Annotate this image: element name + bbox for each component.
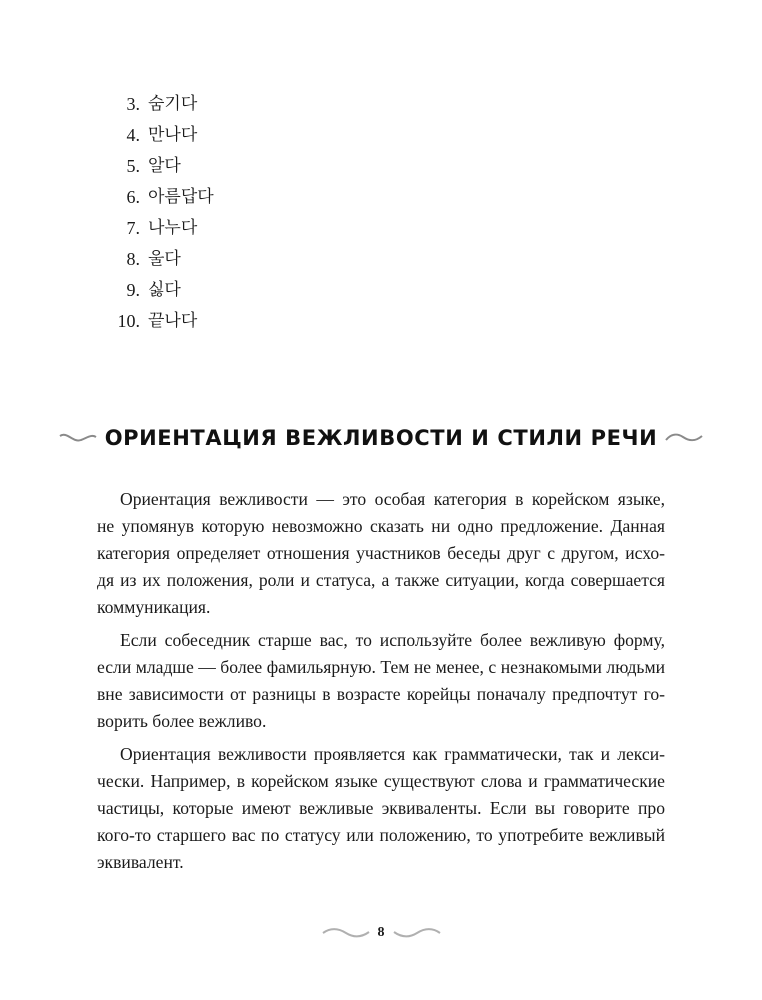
- wave-ornament-footer-left-icon: [322, 927, 370, 939]
- list-item-number: 7.: [126, 218, 140, 238]
- list-item-number: 8.: [126, 249, 140, 269]
- paragraph: [97, 741, 665, 876]
- paragraph-line: частицы, которые имеют вежливые эквиваленты. Если вы говорите про: [97, 798, 665, 818]
- paragraph-line: Ориентация вежливости — это особая категория в корейском языке,: [120, 489, 665, 509]
- list-item: [100, 89, 214, 120]
- list-item-number: 6.: [126, 187, 140, 207]
- list-item-word: 나누다: [148, 218, 198, 238]
- section-heading: [0, 426, 762, 450]
- wave-ornament-right-icon: [665, 431, 703, 445]
- list-item: [100, 244, 214, 275]
- list-item: [100, 213, 214, 244]
- wave-ornament-left-icon: [59, 431, 97, 445]
- list-item: [100, 120, 214, 151]
- list-item-word: 만나다: [148, 125, 198, 145]
- list-item-number: 4.: [126, 125, 140, 145]
- paragraph-line: Если собеседник старше вас, то используйте более вежливую форму,: [120, 630, 665, 650]
- page-footer: [0, 925, 762, 941]
- list-item: [100, 151, 214, 182]
- list-item-word: 아름답다: [148, 187, 214, 207]
- paragraph-line: чески. Например, в корейском языке существуют слова и грамматические: [97, 771, 665, 791]
- list-item-word: 끝나다: [148, 311, 198, 331]
- list-item-number: 3.: [126, 94, 140, 114]
- list-item-number: 5.: [126, 156, 140, 176]
- wave-ornament-footer-right-icon: [393, 927, 441, 939]
- list-item: [100, 182, 214, 213]
- list-item-word: 숨기다: [148, 94, 198, 114]
- paragraph: [97, 486, 665, 621]
- paragraph-line: дя из их положения, роли и статуса, а также ситуации, когда совершается: [97, 570, 665, 590]
- word-list: [100, 89, 214, 337]
- paragraph-line: ворить более вежливо.: [97, 711, 267, 731]
- list-item: [100, 306, 214, 337]
- paragraph-line: не упомянув которую невозможно сказать ни одно предложение. Данная: [97, 516, 665, 536]
- body-text: [97, 486, 665, 876]
- list-item-word: 싫다: [148, 280, 181, 300]
- paragraph-line: вне зависимости от разницы в возрасте корейцы поначалу предпочтут го-: [97, 684, 665, 704]
- paragraph-line: Ориентация вежливости проявляется как грамматически, так и лекси-: [120, 744, 665, 764]
- section-title: ОРИЕНТАЦИЯ ВЕЖЛИВОСТИ И СТИЛИ РЕЧИ: [104, 426, 658, 450]
- paragraph-line: если младше — более фамильярную. Тем не менее, с незнакомыми людьми: [97, 657, 665, 677]
- paragraph-line: коммуникация.: [97, 597, 211, 617]
- paragraph-line: кого-то старшего вас по статусу или положению, то употребите вежливый: [97, 825, 665, 845]
- paragraph: [97, 627, 665, 735]
- list-item-word: 울다: [148, 249, 181, 269]
- page-number: 8: [377, 925, 385, 940]
- paragraph-line: эквивалент.: [97, 852, 184, 872]
- list-item: [100, 275, 214, 306]
- list-item-number: 10.: [117, 311, 140, 331]
- list-item-number: 9.: [126, 280, 140, 300]
- list-item-word: 알다: [148, 156, 181, 176]
- paragraph-line: категория определяет отношения участников беседы друг с другом, исхо-: [97, 543, 665, 563]
